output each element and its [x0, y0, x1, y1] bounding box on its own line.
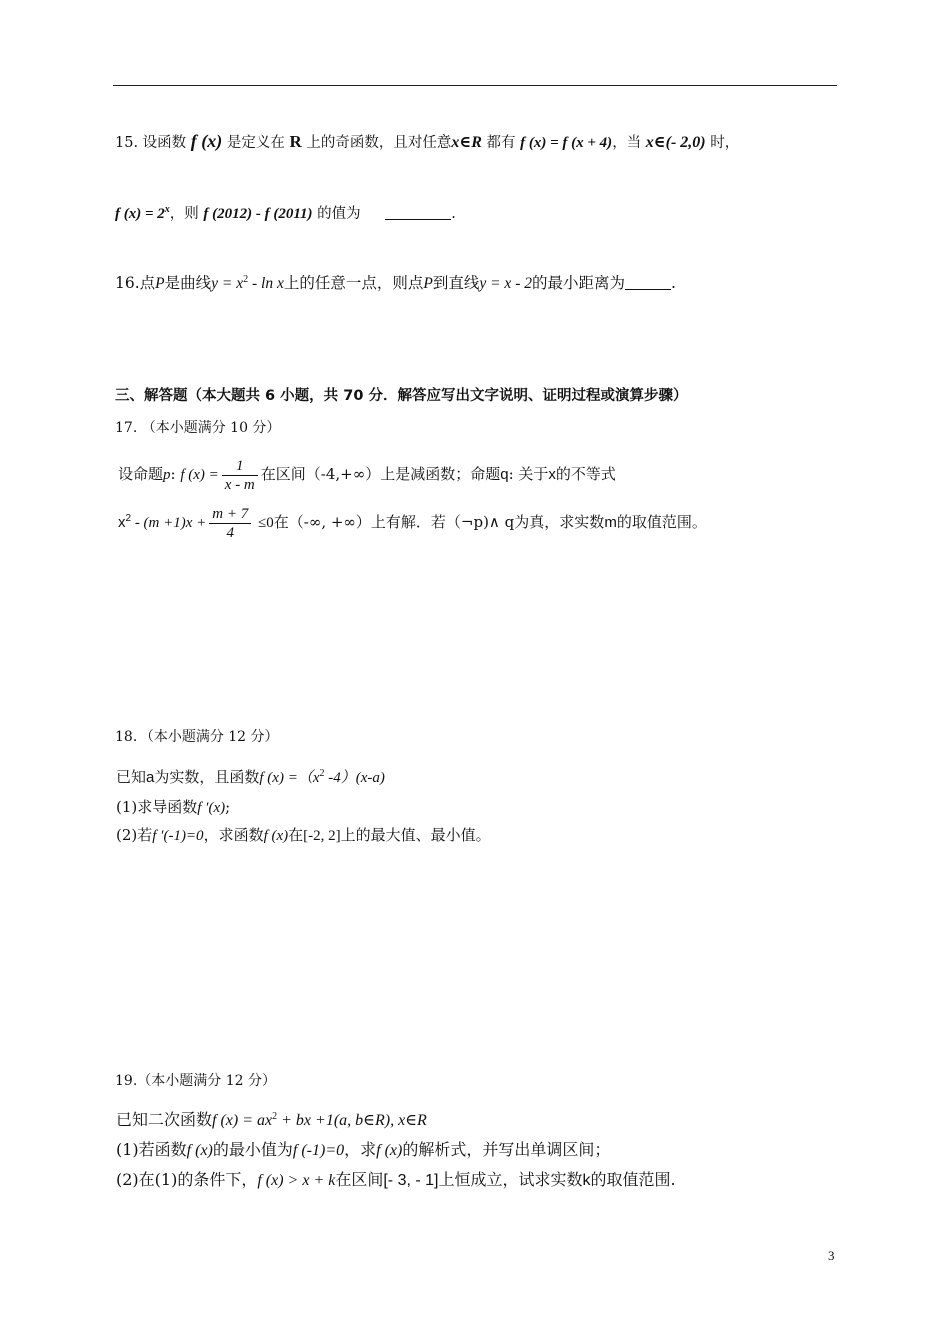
math-x-in-R: x∈R: [451, 134, 482, 151]
math-fraction: [222, 457, 258, 494]
math-x: x: [548, 466, 556, 483]
math-fx: f (x): [186, 1142, 213, 1159]
problem-19-text: 的取值范围.: [590, 1170, 676, 1189]
math-expression: f (2012) - f (2011): [203, 206, 313, 222]
problem-18-text: 在: [288, 826, 304, 844]
problem-18-text: ;: [225, 798, 231, 816]
math-line: y = x - 2: [479, 275, 532, 292]
math-inequality: - (m +1)x +: [131, 515, 207, 531]
problem-15-text: 的值为: [312, 206, 366, 222]
math-periodicity: f (x) = f (x + 4): [520, 135, 613, 151]
fraction-numerator: m + 7: [209, 505, 251, 524]
math-inequality: f (x) > x + k: [257, 1172, 336, 1189]
problem-19-text: 的解析式，并写出单调区间；: [402, 1140, 611, 1159]
math-x: x: [118, 514, 126, 531]
problem-19-text: (2)在(1)的条件下，: [116, 1170, 258, 1189]
problem-18-text: 为实数，且函数: [154, 768, 260, 786]
math-exponent: 2: [243, 274, 249, 285]
problem-18-text: 已知: [116, 768, 147, 786]
problem-15-text: 是定义在: [222, 135, 290, 151]
math-expression: =（x: [283, 770, 320, 786]
fraction-numerator: 1: [222, 457, 258, 476]
math-k: k: [582, 1172, 591, 1189]
problem-17-text: : 关于: [508, 465, 549, 483]
math-exponent: 2: [125, 513, 132, 524]
problem-19-header: 19.（本小题满分 12 分）: [115, 1073, 276, 1089]
math-fx: f (x): [263, 828, 289, 844]
problem-17-text: :: [170, 465, 181, 483]
header-rule: [113, 85, 837, 86]
math-curve: y = x: [211, 275, 244, 292]
problem-18-line-1: [116, 767, 385, 788]
problem-15-text: ，当: [612, 135, 646, 151]
math-derivative: f ′(x): [197, 800, 226, 816]
problem-16-text: 的最小距离为: [531, 274, 625, 292]
problem-17-line-2: [118, 502, 707, 543]
math-inequality: ≤0: [254, 515, 274, 531]
problem-19-line-2: [116, 1140, 610, 1161]
math-exponent: x: [164, 204, 170, 215]
math-a: a: [146, 769, 155, 786]
math-fx: f (x): [190, 131, 223, 151]
answer-blank: [625, 275, 671, 290]
problem-15-text: 时，: [705, 135, 740, 151]
problem-15-text: 都有: [481, 135, 521, 151]
math-interval: [-2, 2]: [303, 828, 341, 844]
math-m: m: [604, 514, 617, 531]
problem-19-text: 的最小值为: [212, 1140, 293, 1159]
problem-19-text: 已知二次函数: [116, 1110, 213, 1129]
page-number: 3: [828, 1248, 835, 1263]
math-condition: f ′(-1)=0: [152, 828, 204, 844]
problem-19-text: ，求: [344, 1140, 377, 1159]
answer-blank: [385, 205, 451, 220]
problem-17-text: 的不等式: [555, 465, 616, 483]
math-condition: f (-1)=0: [292, 1142, 345, 1159]
problem-19-line-1: [116, 1110, 427, 1131]
problem-17-text: 为真，求实数: [514, 513, 605, 531]
math-P: P: [155, 275, 165, 292]
problem-15-text: ，则: [169, 206, 204, 222]
math-exponent: 2: [319, 768, 325, 779]
problem-17-text: 设命题: [118, 465, 164, 483]
section-3-heading: 三、解答题（本大题共 6 小题，共 70 分．解答应写出文字说明、证明过程或演算步骤）: [115, 388, 688, 404]
problem-15-text: 上的奇函数，且对任意: [301, 135, 452, 151]
math-expression: -4）(x-a): [324, 770, 385, 786]
problem-16-text: 16.点: [115, 274, 156, 292]
problem-18-text: ，求函数: [203, 826, 264, 844]
problem-15-text: .: [451, 206, 456, 222]
problem-16-text: 是曲线: [164, 274, 212, 292]
math-exponent: 2: [272, 1111, 278, 1122]
problem-17-header: 17. （本小题满分 10 分）: [115, 420, 281, 436]
math-interval: x∈(- 2,0): [645, 134, 706, 151]
problem-19-line-3: [116, 1170, 676, 1191]
problem-18-text: (1)求导函数: [116, 798, 198, 816]
problem-18-line-3: [116, 825, 491, 846]
fraction-denominator: x - m: [224, 476, 255, 493]
math-definition: f (x) = 2: [115, 206, 165, 222]
problem-17-text: 的取值范围。: [616, 513, 707, 531]
problem-18-text: (2)若: [116, 826, 153, 844]
math-fraction: [209, 505, 251, 542]
math-fx: f (x): [376, 1142, 403, 1159]
math-quadratic: + bx +1(a, b∈R), x∈R: [277, 1112, 427, 1129]
problem-15-line-2: [115, 204, 456, 224]
math-p: p: [163, 467, 171, 483]
problem-16-text: .: [671, 274, 676, 292]
problem-18-text: 上的最大值、最小值。: [340, 826, 491, 844]
problem-17-line-1: [118, 454, 616, 495]
math-fx: f (x) =: [180, 467, 219, 483]
problem-17-text: 在（-∞, +∞）上有解．若（¬p)∧ q: [273, 513, 515, 531]
problem-16-text: 上的任意一点，则点: [283, 274, 424, 292]
problem-18-header: 18．（本小题满分 12 分）: [115, 729, 279, 745]
problem-18-line-2: [116, 797, 230, 818]
math-interval: [- 3, - 1]: [383, 1172, 439, 1189]
problem-17-text: 在区间（-4,+∞）上是减函数；命题: [260, 465, 501, 483]
math-curve: - ln x: [248, 275, 284, 292]
problem-19-text: (1)若函数: [116, 1140, 187, 1159]
fraction-denominator: 4: [226, 524, 235, 541]
math-quadratic: f (x) = ax: [212, 1112, 273, 1129]
math-fx: f (x): [259, 770, 284, 786]
problem-19-text: 在区间: [335, 1170, 384, 1189]
problem-15-text: 15. 设函数: [115, 135, 191, 151]
problem-16-text: 到直线: [432, 274, 480, 292]
problem-16: [115, 273, 676, 294]
math-R: R: [289, 132, 302, 151]
problem-19-text: 上恒成立，试求实数: [438, 1170, 583, 1189]
math-q: q: [500, 466, 509, 483]
math-P: P: [423, 275, 433, 292]
problem-15-line-1: [115, 131, 739, 153]
